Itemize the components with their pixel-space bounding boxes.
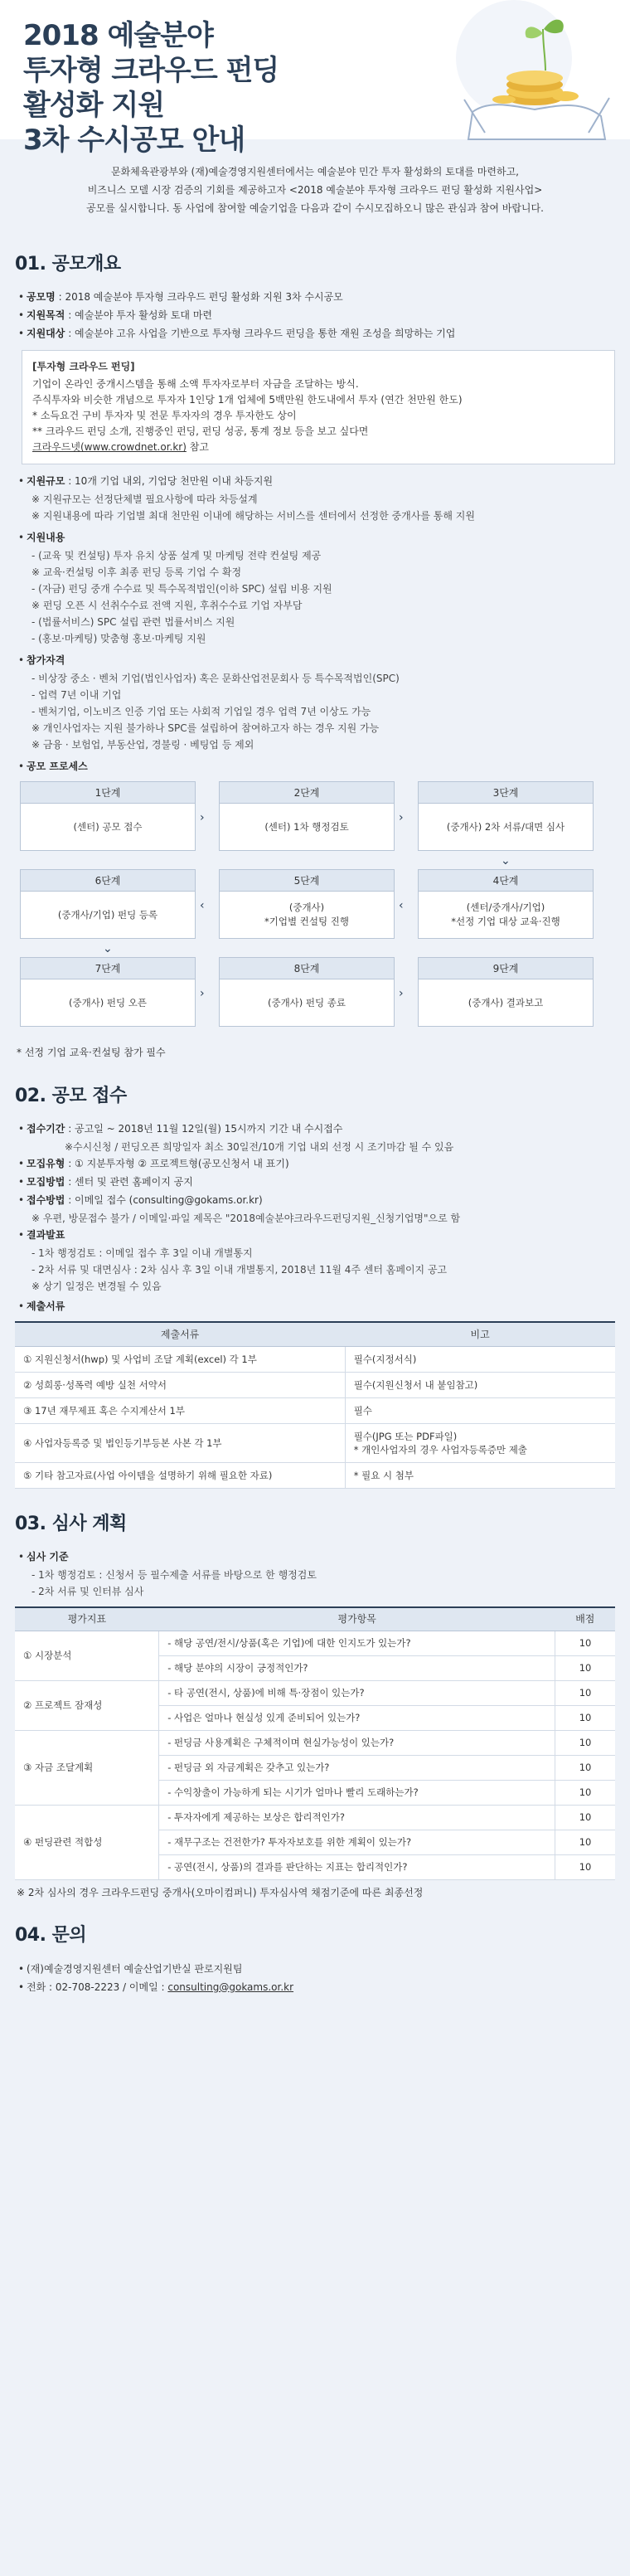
item-key: 모집유형 <box>27 1157 65 1169</box>
item-key: 지원대상 <box>27 328 65 340</box>
step-text: (중개사) 결과보고 <box>468 996 544 1009</box>
process-step-6 <box>20 869 196 939</box>
content-notes: - (교육 및 컨설팅) 투자 유치 상품 설계 및 마케팅 전략 컨설팅 제공 ※ 교육·컨설팅 이후 최종 펀딩 등록 기업 수 확정 - (자금) 펀딩 중개 수수료 및 특수목적법인(이하 SPC) 설립 비용 지원 ※ 펀딩 오픈 시 선취수수료 전액 지원, 후취수수료 기업 자부담 - (법률서비스) SPC 설립 관련 법률서비스 지원 - (홍보·마케팅) 맞춤형 홍보·마케팅 지원 <box>32 550 332 645</box>
contact-email-link[interactable]: consulting@gokams.or.kr <box>167 1981 294 1993</box>
result-notes: - 1차 행정검토 : 이메일 접수 후 3일 이내 개별통지 - 2차 서류 및 대면심사 : 2차 심사 후 3일 이내 개별통지, 2018년 11월 4주 센터 홈페이지 공고 ※ 상기 일정은 변경될 수 있음 <box>32 1247 448 1292</box>
table-header-row <box>15 1607 615 1631</box>
process-step-8 <box>219 957 395 1027</box>
column-header: 제출서류 <box>15 1322 345 1347</box>
list-item <box>18 1120 615 1137</box>
step-label: 4단계 <box>419 870 593 892</box>
table-cell: 10 <box>555 1705 615 1730</box>
documents-table <box>15 1321 615 1490</box>
column-header: 평가지표 <box>15 1607 159 1631</box>
period-note: ※수시신청 / 펀딩오픈 희망일자 최소 30일전/10개 기업 내외 선정 시 조기마감 될 수 있음 <box>65 1140 454 1153</box>
table-cell: 10 <box>555 1655 615 1680</box>
list-item <box>18 1961 615 1977</box>
arrow-down-icon: ⌄ <box>103 942 113 956</box>
item-value: : 10개 기업 내외, 기업당 천만원 이내 차등지원 <box>65 475 274 488</box>
item-key: 지원내용 <box>27 532 65 544</box>
step-text: (중개사) *기업별 컨설팅 진행 <box>264 902 349 928</box>
qualification-notes: - 비상장 중소 · 벤처 기업(법인사업자) 혹은 문화산업전문회사 등 특수목적법인(SPC) - 업력 7년 이내 기업 - 벤처기업, 이노비즈 인증 기업 또는 사회적 기업일 경우 업력 7년 이상도 가능 ※ 개인사업자는 지원 불가하나 SPC를 설립하여 참여하고자 하는 경우 지원 가능 ※ 금융 · 보험업, 부동산업, 경불링 · 베팅업 등 제외 <box>32 673 400 751</box>
list-item <box>18 1227 615 1243</box>
column-header: 평가항목 <box>159 1607 555 1631</box>
table-cell: - 수익창출이 가능하게 되는 시기가 얼마나 빨리 도래하는가? <box>159 1780 555 1805</box>
list-item <box>18 1548 615 1565</box>
step-text: (센터) 1차 행정검토 <box>264 820 349 833</box>
section-title-overview: 01. 공모개요 <box>15 254 121 275</box>
item-key: 제출서류 <box>27 1300 65 1312</box>
table-row <box>15 1631 615 1655</box>
table-cell: ① 지원신청서(hwp) 및 사업비 조달 계획(excel) 각 1부 <box>15 1347 345 1373</box>
application-list-2 <box>15 1155 615 1208</box>
item-key: 공모 프로세스 <box>27 761 88 773</box>
table-cell: - 투자자에게 제공하는 보상은 합리적인가? <box>159 1805 555 1830</box>
step-label: 6단계 <box>21 870 195 892</box>
list-item <box>18 307 615 323</box>
arrow-down-icon: ⌄ <box>501 854 511 868</box>
table-cell: ③ 17년 재무제표 혹은 수지계산서 1부 <box>15 1398 345 1424</box>
list-item <box>18 652 615 668</box>
table-cell: - 해당 분야의 시장이 긍정적인가? <box>159 1655 555 1680</box>
step-label: 9단계 <box>419 958 593 979</box>
step-text: (중개사/기업) 펀딩 등록 <box>57 908 158 921</box>
arrow-left-icon: ‹ <box>200 899 205 913</box>
table-cell: ③ 자금 조달계획 <box>15 1730 159 1805</box>
table-row <box>15 1347 615 1373</box>
process-step-7 <box>20 957 196 1027</box>
table-cell: 필수(지원신청서 내 붙임참고) <box>345 1373 615 1398</box>
arrow-right-icon: › <box>200 811 205 825</box>
process-step-9 <box>418 957 594 1027</box>
table-cell: 10 <box>555 1755 615 1780</box>
crowdnet-link[interactable]: 크라우드넷(www.crowdnet.or.kr) <box>32 441 187 454</box>
table-cell: 10 <box>555 1780 615 1805</box>
item-value: : ① 지분투자형 ② 프로젝트형(공모신청서 내 표기) <box>65 1157 289 1169</box>
table-cell: 필수(JPG 또는 PDF파일) * 개인사업자의 경우 사업자등록증만 제출 <box>345 1424 615 1463</box>
result-heading <box>15 1227 615 1243</box>
list-item <box>18 529 615 546</box>
box-text: 기업이 온라인 중개시스템을 통해 소액 투자자로부터 자금을 조달하는 방식. 주식투자와 비슷한 개념으로 투자자 1인당 1개 업체에 5백만원 한도내에서 투자 (연간 천만원 한도) * 소득요건 구비 투자자 및 전문 투자자의 경우 투자한도 상이 ** 크라우드 펀딩 소개, 진행중인 펀딩, 펀딩 성공, 통계 정보 등을 보고 싶다면 <box>32 378 463 438</box>
evaluation-table <box>15 1606 615 1880</box>
item-value: : 예술분야 고유 사업을 기반으로 투자형 크라우드 펀딩을 통한 재원 조성을 희망하는 기업 <box>65 328 456 340</box>
table-cell: 10 <box>555 1830 615 1854</box>
application-list <box>15 1120 615 1137</box>
list-item <box>18 1192 615 1208</box>
arrow-right-icon: › <box>200 987 205 1001</box>
support-list <box>15 473 615 489</box>
crowdfunding-info-box <box>22 350 615 464</box>
table-cell: 10 <box>555 1730 615 1755</box>
table-row <box>15 1805 615 1830</box>
step-label: 3단계 <box>419 782 593 804</box>
item-value: : 센터 및 관련 홈페이지 공지 <box>65 1175 193 1188</box>
table-row <box>15 1424 615 1463</box>
list-item <box>18 473 615 489</box>
item-key: 지원목적 <box>27 309 65 322</box>
step-label: 7단계 <box>21 958 195 979</box>
review-notes: - 1차 행정검토 : 신청서 등 필수제출 서류를 바탕으로 한 행정검토 - 2차 서류 및 인터뷰 심사 <box>32 1569 317 1598</box>
table-cell: 10 <box>555 1680 615 1705</box>
hero-title: 2018 예술분야 투자형 크라우드 펀딩 활성화 지원 3차 수시공모 안내 <box>23 19 279 157</box>
step-text: (중개사) 펀딩 오픈 <box>68 996 148 1009</box>
process-step-3 <box>418 781 594 851</box>
arrow-right-icon: › <box>399 987 404 1001</box>
table-cell: 필수 <box>345 1398 615 1424</box>
step-text: (센터) 공모 접수 <box>73 820 143 833</box>
docs-heading <box>15 1298 615 1315</box>
step-text: (센터/중개사/기업) *선정 기업 대상 교육·진행 <box>451 902 560 928</box>
table-cell: 10 <box>555 1854 615 1879</box>
section-title-contact: 04. 문의 <box>15 1925 87 1947</box>
section-title-review: 03. 심사 계획 <box>15 1514 127 1535</box>
process-note: * 선정 기업 교육·컨설팅 참가 필수 <box>17 1047 166 1059</box>
table-row <box>15 1680 615 1705</box>
list-item <box>18 1298 615 1315</box>
overview-list <box>15 289 615 342</box>
review-heading <box>15 1548 615 1565</box>
table-cell: - 타 공연(전시, 상품)에 비해 특·장점이 있는가? <box>159 1680 555 1705</box>
column-header: 비고 <box>345 1322 615 1347</box>
table-cell: 10 <box>555 1631 615 1655</box>
table-cell: ② 프로젝트 잠재성 <box>15 1680 159 1730</box>
item-value: : 2018 예술분야 투자형 크라우드 펀딩 활성화 지원 3차 수시공모 <box>55 291 343 304</box>
list-item <box>18 289 615 305</box>
scale-notes: ※ 지원규모는 선정단체별 필요사항에 따라 차등설계 ※ 지원내용에 따라 기업별 최대 천만원 이내에 해당하는 서비스를 센터에서 선정한 중개사를 통해 지원 <box>32 493 475 522</box>
table-cell: ② 성희롱·성폭력 예방 실천 서약서 <box>15 1373 345 1398</box>
qualification-list <box>15 652 615 668</box>
contact-phone: 전화 : 02-708-2223 / 이메일 : <box>27 1981 168 1993</box>
table-header-row <box>15 1322 615 1347</box>
arrow-right-icon: › <box>399 811 404 825</box>
hero-banner <box>0 0 630 157</box>
step-label: 5단계 <box>220 870 394 892</box>
box-link-suffix: 참고 <box>186 441 209 454</box>
evaluation-note: ※ 2차 심사의 경우 크라우드펀딩 중개사(오마이컴퍼니) 투자심사역 채점기준에 따른 최종선정 <box>17 1886 424 1898</box>
support-content-list <box>15 529 615 546</box>
table-cell: 10 <box>555 1805 615 1830</box>
column-header: 배점 <box>555 1607 615 1631</box>
table-cell: - 해당 공연/전시/상품(혹은 기업)에 대한 인지도가 있는가? <box>159 1631 555 1655</box>
list-item <box>18 1155 615 1172</box>
table-row <box>15 1398 615 1424</box>
table-cell: * 필요 시 첨부 <box>345 1463 615 1489</box>
process-heading <box>15 758 615 775</box>
table-row <box>15 1373 615 1398</box>
list-item <box>18 325 615 342</box>
table-cell: ④ 사업자등록증 및 법인등기부등본 사본 각 1부 <box>15 1424 345 1463</box>
submit-note: ※ 우편, 방문접수 불가 / 이메일·파일 제목은 "2018예술분야크라우드펀딩지원_신청기업명"으로 함 <box>32 1212 461 1224</box>
process-step-4 <box>418 869 594 939</box>
process-step-1 <box>20 781 196 851</box>
item-key: 참가자격 <box>27 654 65 667</box>
arrow-left-icon: ‹ <box>399 899 404 913</box>
process-step-2 <box>219 781 395 851</box>
table-cell: - 공연(전시, 상품)의 결과를 판단하는 지표는 합리적인가? <box>159 1854 555 1879</box>
section-title-application: 02. 공모 접수 <box>15 1085 127 1106</box>
table-cell: - 재무구조는 건전한가? 투자자보호를 위한 계획이 있는가? <box>159 1830 555 1854</box>
step-label: 2단계 <box>220 782 394 804</box>
step-label: 1단계 <box>21 782 195 804</box>
table-row <box>15 1463 615 1489</box>
item-key: 지원규모 <box>27 475 65 488</box>
step-label: 8단계 <box>220 958 394 979</box>
table-row <box>15 1730 615 1755</box>
table-cell: - 사업은 얼마나 현실성 있게 준비되어 있는가? <box>159 1705 555 1730</box>
contact-list <box>15 1961 615 1995</box>
item-value: : 예술분야 투자 활성화 토대 마련 <box>65 309 213 322</box>
list-item <box>18 758 615 775</box>
step-text: (중개사) 펀딩 종료 <box>267 996 346 1009</box>
table-cell: ⑤ 기타 참고자료(사업 아이템을 설명하기 위해 필요한 자료) <box>15 1463 345 1489</box>
table-cell: - 펀딩금 외 자금계획은 갖추고 있는가? <box>159 1755 555 1780</box>
table-cell: ① 시장분석 <box>15 1631 159 1680</box>
main-content <box>0 250 630 1995</box>
table-cell: - 펀딩금 사용계획은 구체적이며 현실가능성이 있는가? <box>159 1730 555 1755</box>
intro-text: 문화체육관광부와 (재)예술경영지원센터에서는 예술분야 민간 투자 활성화의 토대를 마련하고, 비즈니스 모델 시장 검증의 기회를 제공하고자 <2018 예술분야 투자형 크라우드 펀딩 활성화 지원사업> 공모를 실시합니다. 동 사업에 참여할 예술기업을 다음과 같이 수시모집하오니 많은 관심과 참여 바랍니다. <box>86 166 544 214</box>
list-item <box>18 1979 615 1995</box>
contact-org: (재)예술경영지원센터 예술산업기반실 판로지원팀 <box>27 1962 243 1975</box>
item-value: : 공고일 ~ 2018년 11월 12일(월) 15시까지 기간 내 수시접수 <box>65 1122 343 1135</box>
item-value: : 이메일 접수 (consulting@gokams.or.kr) <box>65 1193 263 1206</box>
item-key: 결과발표 <box>27 1228 65 1241</box>
process-step-5 <box>219 869 395 939</box>
item-key: 공모명 <box>27 291 56 304</box>
item-key: 접수기간 <box>27 1122 65 1135</box>
item-key: 접수방법 <box>27 1193 65 1206</box>
item-key: 심사 기준 <box>27 1551 69 1563</box>
box-title: [투자형 크라우드 펀딩] <box>32 361 135 373</box>
table-cell: ④ 펀딩관련 적합성 <box>15 1805 159 1879</box>
list-item <box>18 1174 615 1190</box>
table-cell: 필수(지정서식) <box>345 1347 615 1373</box>
step-text: (중개사) 2차 서류/대면 심사 <box>446 820 565 833</box>
item-key: 모집방법 <box>27 1175 65 1188</box>
process-diagram <box>20 781 610 1038</box>
